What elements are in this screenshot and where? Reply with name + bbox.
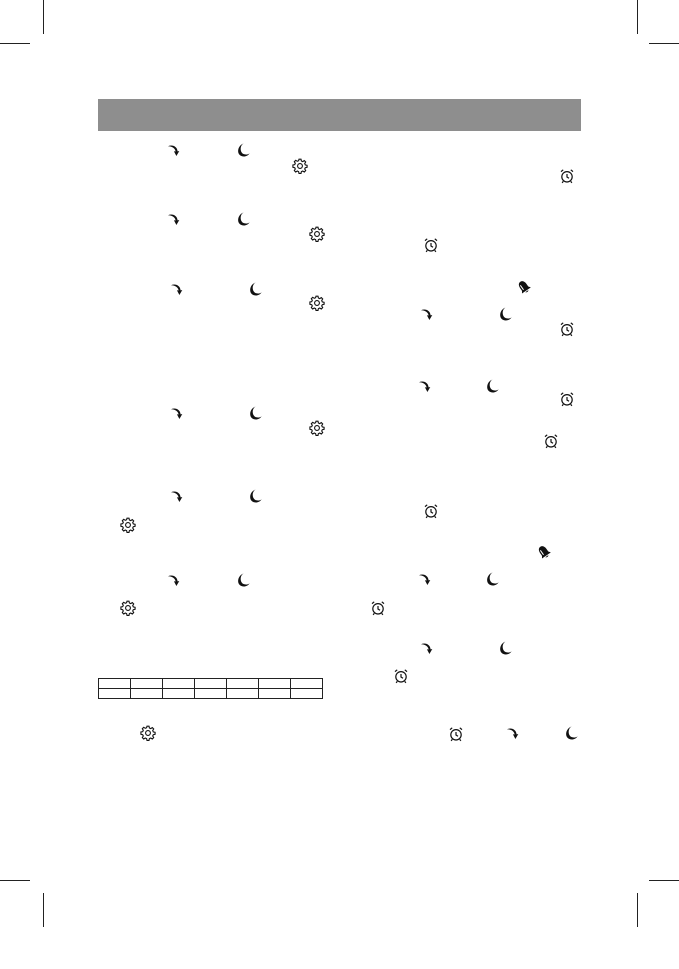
- alarm-clock-icon: [559, 168, 575, 184]
- table-cell: [195, 679, 227, 689]
- gear-icon: [120, 517, 136, 533]
- chevron-down-icon: [497, 306, 513, 322]
- crop-mark: [43, 893, 44, 927]
- alarm-clock-icon: [543, 433, 559, 449]
- chevron-down-icon: [484, 571, 500, 587]
- alarm-clock-icon: [559, 321, 575, 337]
- table-row: [99, 679, 323, 689]
- chevron-down-icon: [484, 378, 500, 394]
- chevron-up-icon: [165, 572, 181, 588]
- chevron-up-icon: [168, 281, 184, 297]
- crop-mark: [649, 880, 679, 881]
- crop-mark: [43, 0, 44, 34]
- chevron-down-icon: [235, 142, 251, 158]
- chevron-up-icon: [418, 640, 434, 656]
- table-cell: [99, 679, 131, 689]
- alarm-clock-icon: [559, 391, 575, 407]
- table-cell: [163, 689, 195, 699]
- alarm-clock-icon: [370, 600, 386, 616]
- chevron-down-icon: [497, 640, 513, 656]
- chevron-down-icon: [235, 572, 251, 588]
- crop-mark: [637, 893, 638, 927]
- chevron-up-icon: [416, 378, 432, 394]
- chevron-up-icon: [504, 725, 520, 741]
- gear-icon: [140, 725, 156, 741]
- crop-mark: [649, 43, 679, 44]
- table-cell: [131, 679, 163, 689]
- alarm-clock-icon: [423, 237, 439, 253]
- chevron-up-icon: [168, 405, 184, 421]
- alarm-clock-icon: [448, 726, 464, 742]
- table-cell: [291, 689, 323, 699]
- gear-icon: [309, 420, 325, 436]
- table-cell: [227, 689, 259, 699]
- chevron-down-icon: [247, 281, 263, 297]
- alarm-clock-icon: [423, 503, 439, 519]
- table-row: [99, 689, 323, 699]
- table-cell: [99, 689, 131, 699]
- gear-icon: [309, 295, 325, 311]
- chevron-up-icon: [165, 142, 181, 158]
- gear-icon: [309, 226, 325, 242]
- crop-mark: [0, 880, 30, 881]
- chevron-down-icon: [235, 211, 251, 227]
- gear-icon: [120, 600, 136, 616]
- table-cell: [259, 689, 291, 699]
- gear-icon: [292, 158, 308, 174]
- chevron-up-icon: [165, 211, 181, 227]
- table-cell: [227, 679, 259, 689]
- table-cell: [195, 689, 227, 699]
- chevron-up-icon: [168, 488, 184, 504]
- section-header-bar: [98, 99, 581, 131]
- chevron-up-icon: [418, 306, 434, 322]
- chevron-down-icon: [247, 488, 263, 504]
- table-cell: [259, 679, 291, 689]
- crop-mark: [0, 43, 30, 44]
- alarm-clock-icon: [393, 668, 409, 684]
- bell-icon: [536, 544, 552, 560]
- chevron-down-icon: [247, 405, 263, 421]
- schedule-table: [98, 678, 323, 699]
- crop-mark: [637, 0, 638, 34]
- table-cell: [131, 689, 163, 699]
- bell-icon: [516, 279, 532, 295]
- table-cell: [291, 679, 323, 689]
- table-cell: [163, 679, 195, 689]
- chevron-up-icon: [416, 571, 432, 587]
- chevron-down-icon: [563, 725, 579, 741]
